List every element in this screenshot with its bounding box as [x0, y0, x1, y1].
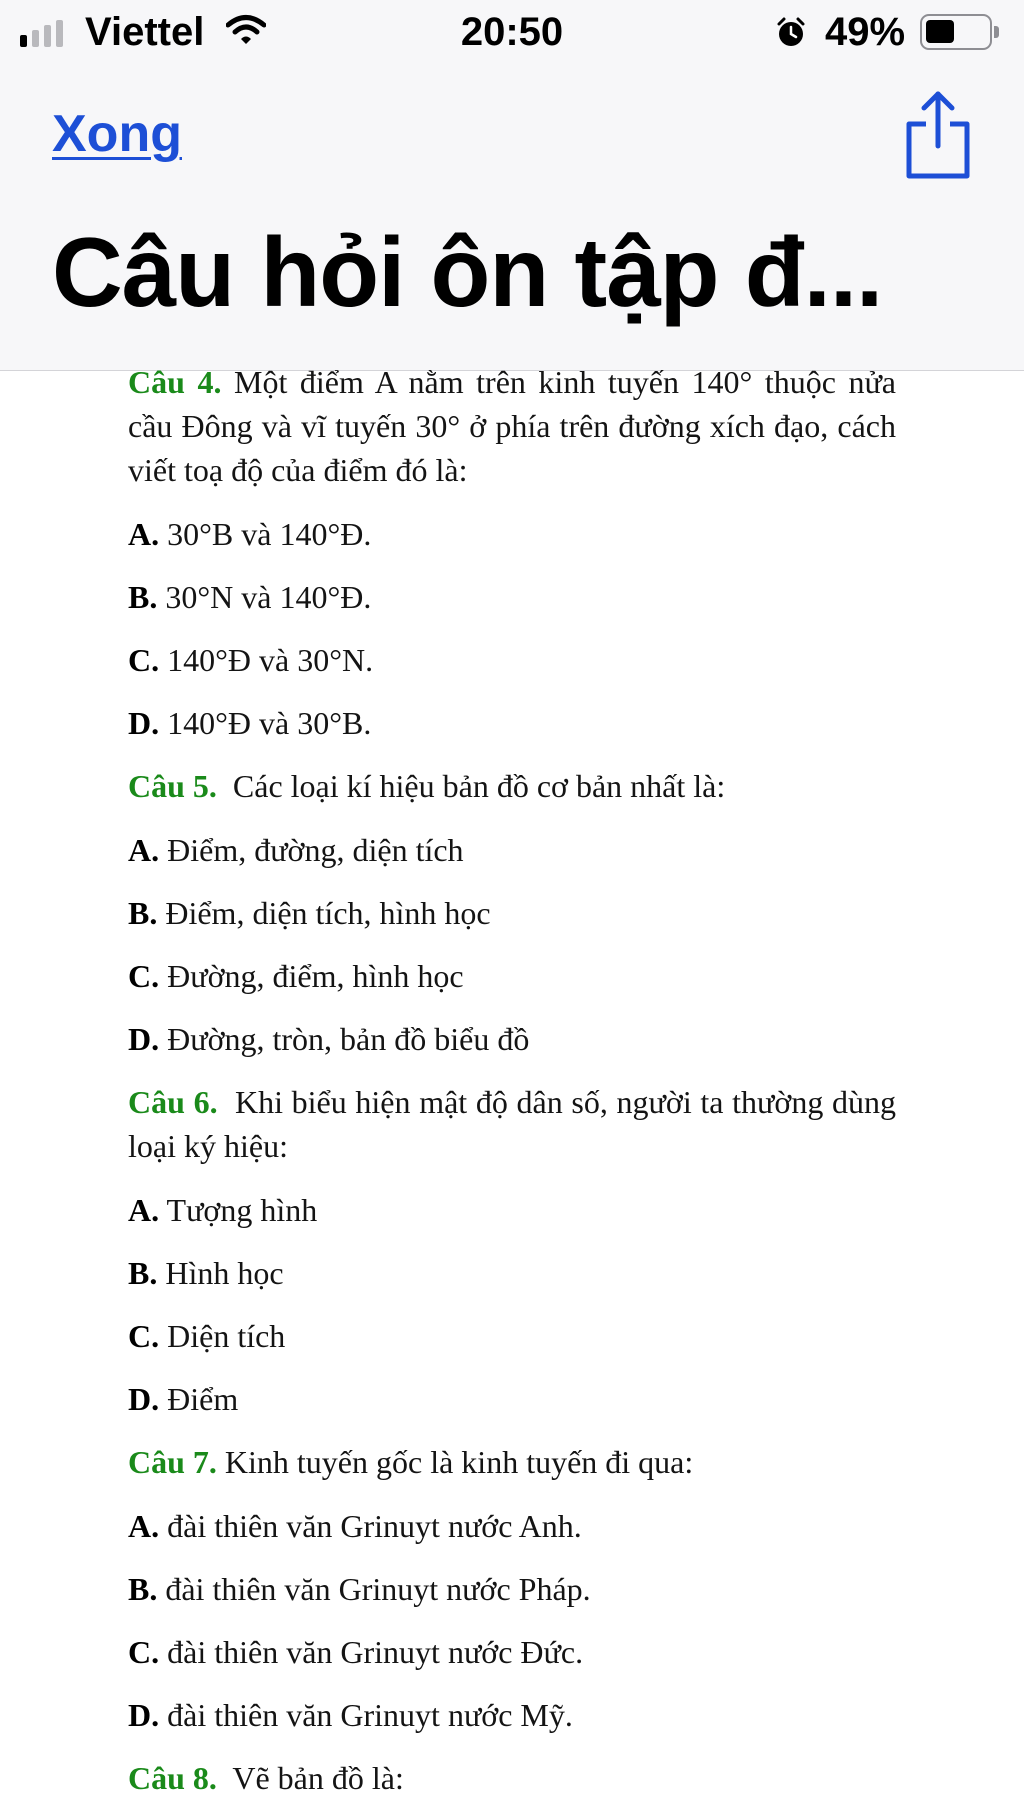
option-letter: B. — [128, 579, 158, 615]
question-label: Câu 8. — [128, 1760, 217, 1796]
option-text: đài thiên văn Grinuyt nước Đức. — [159, 1634, 584, 1670]
option-letter: D. — [128, 705, 160, 741]
battery-icon — [920, 14, 992, 50]
option-letter: A. — [128, 1192, 160, 1228]
question-label: Câu 4. — [128, 364, 222, 400]
option-text: 30°N và 140°Đ. — [157, 579, 372, 615]
question-6 — [128, 1080, 905, 1168]
question-8 — [128, 1756, 896, 1800]
question-text: Kinh tuyến gốc là kinh tuyến đi qua: — [216, 1444, 694, 1480]
option-text: Đường, tròn, bản đồ biểu đồ — [159, 1021, 530, 1057]
option-letter: B. — [128, 895, 158, 931]
option-text: Điểm, đường, diện tích — [159, 832, 464, 868]
option-letter: B. — [128, 1255, 158, 1291]
status-bar — [0, 0, 1024, 66]
option-letter: B. — [128, 1571, 158, 1607]
top-navigation-area — [0, 0, 1024, 371]
option-letter: A. — [128, 832, 160, 868]
answer-option — [128, 1377, 896, 1421]
option-letter: A. — [128, 516, 160, 552]
option-text: Diện tích — [159, 1318, 286, 1354]
option-letter: C. — [128, 1318, 160, 1354]
question-7 — [128, 1440, 896, 1484]
answer-option — [128, 638, 896, 682]
option-text: 140°Đ và 30°B. — [159, 705, 372, 741]
battery-level-fill — [926, 20, 954, 43]
answer-option — [128, 1314, 896, 1358]
question-text: Các loại kí hiệu bản đồ cơ bản nhất là: — [216, 768, 726, 804]
answer-option — [128, 1630, 896, 1674]
question-text: Một điểm A nằm trên kinh tuyến 140° thuộc nửa cầu Đông và vĩ tuyến 30° ở phía trên đường xích đạo, cách viết toạ độ của điểm đó là: — [128, 364, 905, 488]
answer-option — [128, 1017, 896, 1061]
question-text: Khi biểu hiện mật độ dân số, người ta thường dùng loại ký hiệu: — [128, 1084, 905, 1164]
document-body — [128, 360, 905, 1820]
question-4 — [128, 360, 905, 492]
carrier-name: Viettel — [85, 10, 205, 54]
page-title: Câu hỏi ôn tập đ... — [52, 218, 883, 327]
done-button[interactable]: Xong — [52, 105, 182, 163]
option-text: Đường, điểm, hình học — [159, 958, 464, 994]
share-icon[interactable] — [904, 90, 972, 180]
option-text: Điểm, diện tích, hình học — [157, 895, 491, 931]
option-letter: A. — [128, 1508, 160, 1544]
option-text: Tượng hình — [159, 1192, 318, 1228]
clock: 20:50 — [460, 10, 564, 54]
answer-option — [128, 1567, 896, 1611]
option-text: 140°Đ và 30°N. — [159, 642, 374, 678]
question-label: Câu 6. — [128, 1084, 218, 1120]
question-5 — [128, 764, 896, 808]
option-letter: C. — [128, 958, 160, 994]
option-text: 30°B và 140°Đ. — [159, 516, 372, 552]
question-label: Câu 5. — [128, 768, 217, 804]
option-text: đài thiên văn Grinuyt nước Mỹ. — [159, 1697, 573, 1733]
question-label: Câu 7. — [128, 1444, 217, 1480]
answer-option — [128, 1251, 896, 1295]
answer-option — [128, 828, 896, 872]
alarm-icon — [776, 16, 806, 48]
answer-option — [128, 1693, 896, 1737]
answer-option — [128, 701, 896, 745]
question-text: Vẽ bản đồ là: — [216, 1760, 404, 1796]
answer-option — [128, 575, 896, 619]
option-text: Điểm — [159, 1381, 239, 1417]
option-text: đài thiên văn Grinuyt nước Pháp. — [157, 1571, 591, 1607]
option-text: đài thiên văn Grinuyt nước Anh. — [159, 1508, 582, 1544]
option-letter: D. — [128, 1697, 160, 1733]
answer-option — [128, 512, 896, 556]
battery-cap — [994, 26, 999, 38]
answer-option — [128, 1504, 896, 1548]
answer-option — [128, 954, 896, 998]
answer-option — [128, 891, 896, 935]
option-text: Hình học — [157, 1255, 284, 1291]
option-letter: D. — [128, 1381, 160, 1417]
answer-option — [128, 1188, 896, 1232]
option-letter: D. — [128, 1021, 160, 1057]
battery-percentage: 49% — [825, 10, 906, 54]
option-letter: C. — [128, 1634, 160, 1670]
option-letter: C. — [128, 642, 160, 678]
